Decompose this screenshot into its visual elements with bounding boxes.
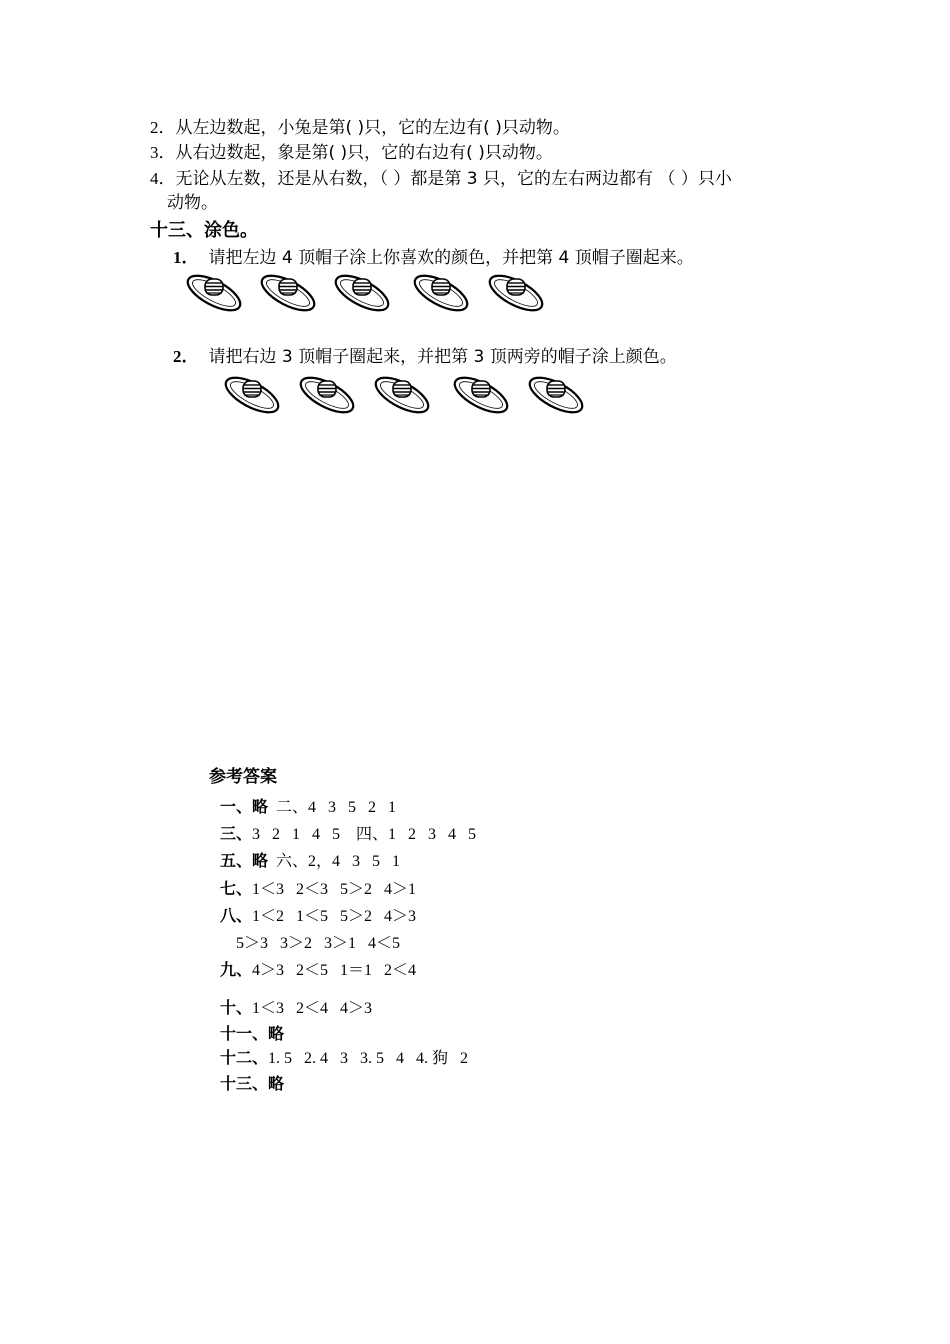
hat-icon[interactable]: [410, 270, 472, 316]
task-number: 2．: [173, 347, 199, 366]
answer-label: 七、: [220, 879, 253, 898]
answer-label: 十二、: [220, 1048, 269, 1067]
hat-icon[interactable]: [331, 270, 393, 316]
hat-icon[interactable]: [485, 270, 547, 316]
answer-line: [220, 1021, 284, 1044]
task-number: 1．: [173, 248, 199, 267]
answer-line: [220, 821, 476, 844]
task-2: [173, 342, 677, 367]
answer-line: [220, 1071, 284, 1094]
answer-line: [220, 848, 400, 871]
question-4-continued: [167, 191, 218, 215]
answer-line: [220, 876, 416, 899]
hat-icon[interactable]: [450, 372, 512, 418]
hat-icon[interactable]: [525, 372, 587, 418]
answers-title: 参考答案: [209, 767, 277, 787]
answer-line: [220, 794, 396, 817]
answer-values: 5＞3 3＞2 3＞1 4＜5: [220, 935, 401, 952]
section-title: 十三、涂色。: [150, 220, 258, 241]
answer-values: 1＜3 2＜3 5＞2 4＞1: [252, 881, 417, 898]
hat-icon[interactable]: [296, 372, 358, 418]
answer-values: 二、4 3 5 2 1: [268, 799, 397, 816]
answer-label: 一、略: [220, 797, 269, 816]
answer-label: 十三、略: [220, 1074, 285, 1093]
answer-values: 1＜2 1＜5 5＞2 4＞3: [252, 908, 417, 925]
question-number: 2．: [150, 118, 176, 137]
answer-label: 三、: [220, 824, 253, 843]
answer-label: 五、略: [220, 851, 269, 870]
task-text: 请把右边 3 顶帽子圈起来，并把第 3 顶两旁的帽子涂上颜色。: [208, 347, 677, 367]
answer-label: 十、: [220, 998, 253, 1017]
answer-line: [220, 957, 416, 980]
question-text: 从左边数起，小兔是第( )只，它的左边有( )只动物。: [175, 118, 570, 138]
hat-icon[interactable]: [183, 270, 245, 316]
question-number: 4．: [150, 169, 176, 188]
hat-icon[interactable]: [221, 372, 283, 418]
task-text: 请把左边 4 顶帽子涂上你喜欢的颜色，并把第 4 顶帽子圈起来。: [208, 248, 694, 268]
answer-values: 1. 5 2. 4 3 3. 5 4 4. 狗 2: [268, 1050, 469, 1067]
hat-icon[interactable]: [371, 372, 433, 418]
answer-values: 3 2 1 4 5 四、1 2 3 4 5: [252, 826, 477, 843]
answer-label: 八、: [220, 906, 253, 925]
task-1: [173, 243, 694, 268]
answer-label: 十一、略: [220, 1024, 285, 1043]
answer-label: 九、: [220, 960, 253, 979]
hat-icon[interactable]: [257, 270, 319, 316]
question-4: [150, 167, 732, 191]
answer-line: [220, 995, 372, 1018]
question-text: 从右边数起，象是第( )只，它的右边有( )只动物。: [175, 143, 553, 163]
question-text: 无论从左数，还是从右数，（ ）都是第 3 只，它的左右两边都有 （ ）只小: [175, 169, 732, 189]
question-text: 动物。: [167, 193, 218, 213]
question-2: [150, 116, 570, 140]
answer-line: [220, 903, 416, 926]
answer-line: [220, 930, 400, 953]
answer-values: 六、2，4 3 5 1: [268, 853, 401, 870]
answer-values: 1＜3 2＜4 4＞3: [252, 1000, 373, 1017]
answer-line: [220, 1045, 468, 1068]
question-number: 3．: [150, 143, 176, 162]
answer-values: 4＞3 2＜5 1＝1 2＜4: [252, 962, 417, 979]
question-3: [150, 141, 553, 165]
